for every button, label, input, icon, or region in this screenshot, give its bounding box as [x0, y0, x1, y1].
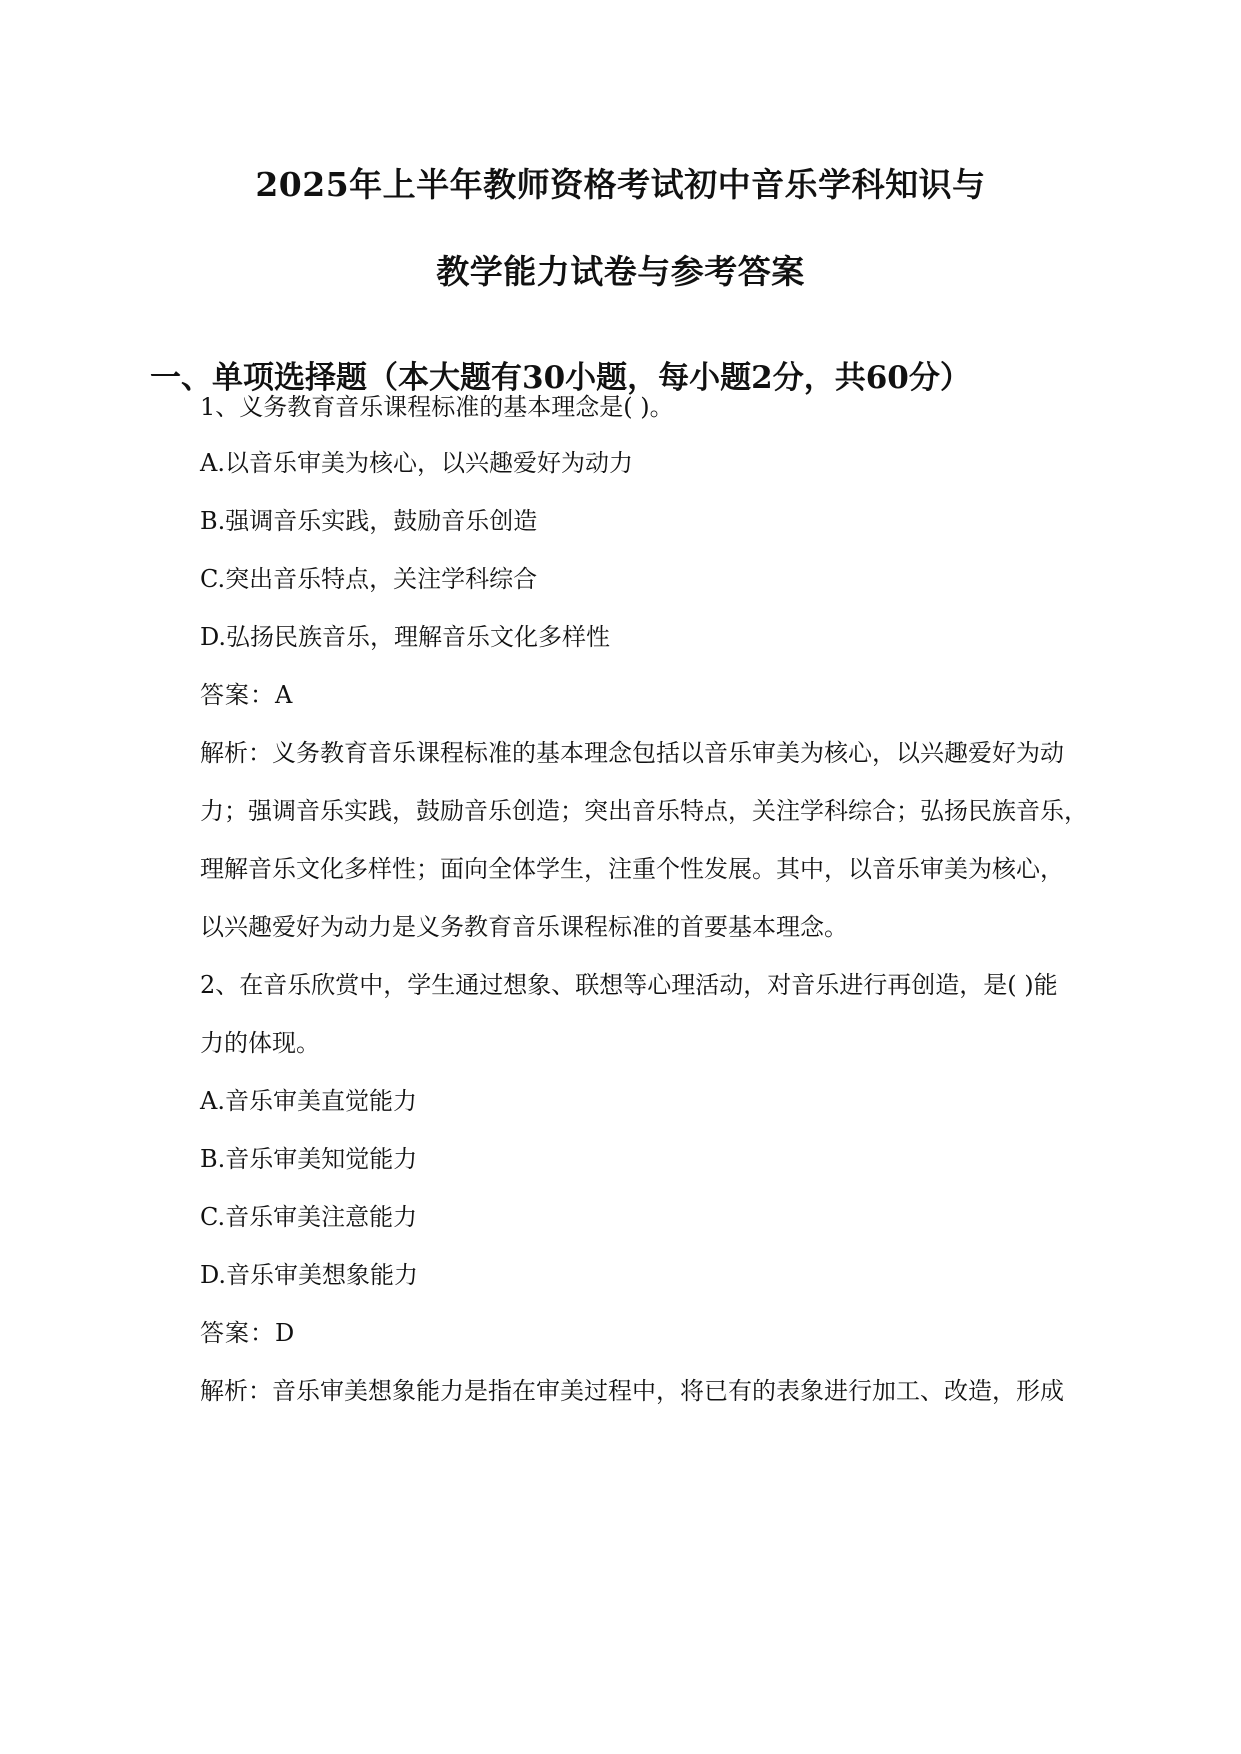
question-2-stem-line-2: 力的体现。: [200, 1029, 320, 1057]
question-1-analysis-line-1: 解析：义务教育音乐课程标准的基本理念包括以音乐审美为核心，以兴趣爱好为动: [200, 739, 1064, 767]
question-1-analysis-line-2: 力；强调音乐实践，鼓励音乐创造；突出音乐特点，关注学科综合；弘扬民族音乐，: [200, 797, 1088, 825]
question-2-option-d: D.音乐审美想象能力: [200, 1261, 419, 1289]
question-2-stem-line-1: 2、在音乐欣赏中，学生通过想象、联想等心理活动，对音乐进行再创造，是( )能: [200, 971, 1058, 999]
question-1-option-b: B.强调音乐实践，鼓励音乐创造: [200, 507, 538, 535]
document-title-line-1: 2025年上半年教师资格考试初中音乐学科知识与: [255, 165, 986, 204]
question-2-option-c: C.音乐审美注意能力: [200, 1203, 418, 1231]
question-2-option-a: A.音乐审美直觉能力: [200, 1087, 417, 1115]
question-1-analysis-line-4: 以兴趣爱好为动力是义务教育音乐课程标准的首要基本理念。: [200, 913, 848, 941]
question-1-analysis-line-3: 理解音乐文化多样性；面向全体学生，注重个性发展。其中，以音乐审美为核心，: [200, 855, 1064, 883]
question-2-analysis-line-1: 解析：音乐审美想象能力是指在审美过程中，将已有的表象进行加工、改造，形成: [200, 1377, 1064, 1405]
question-1-stem: 1、义务教育音乐课程标准的基本理念是( )。: [200, 393, 674, 421]
document-title-line-2: 教学能力试卷与参考答案: [436, 252, 805, 291]
question-1-answer: 答案：A: [200, 681, 294, 709]
question-1-option-c: C.突出音乐特点，关注学科综合: [200, 565, 538, 593]
question-2-option-b: B.音乐审美知觉能力: [200, 1145, 418, 1173]
question-1-option-a: A.以音乐审美为核心，以兴趣爱好为动力: [200, 449, 633, 477]
question-1-option-d: D.弘扬民族音乐，理解音乐文化多样性: [200, 623, 611, 651]
question-2-answer: 答案：D: [200, 1319, 296, 1347]
section-heading: 一、单项选择题（本大题有30小题，每小题2分，共60分）: [150, 360, 971, 396]
